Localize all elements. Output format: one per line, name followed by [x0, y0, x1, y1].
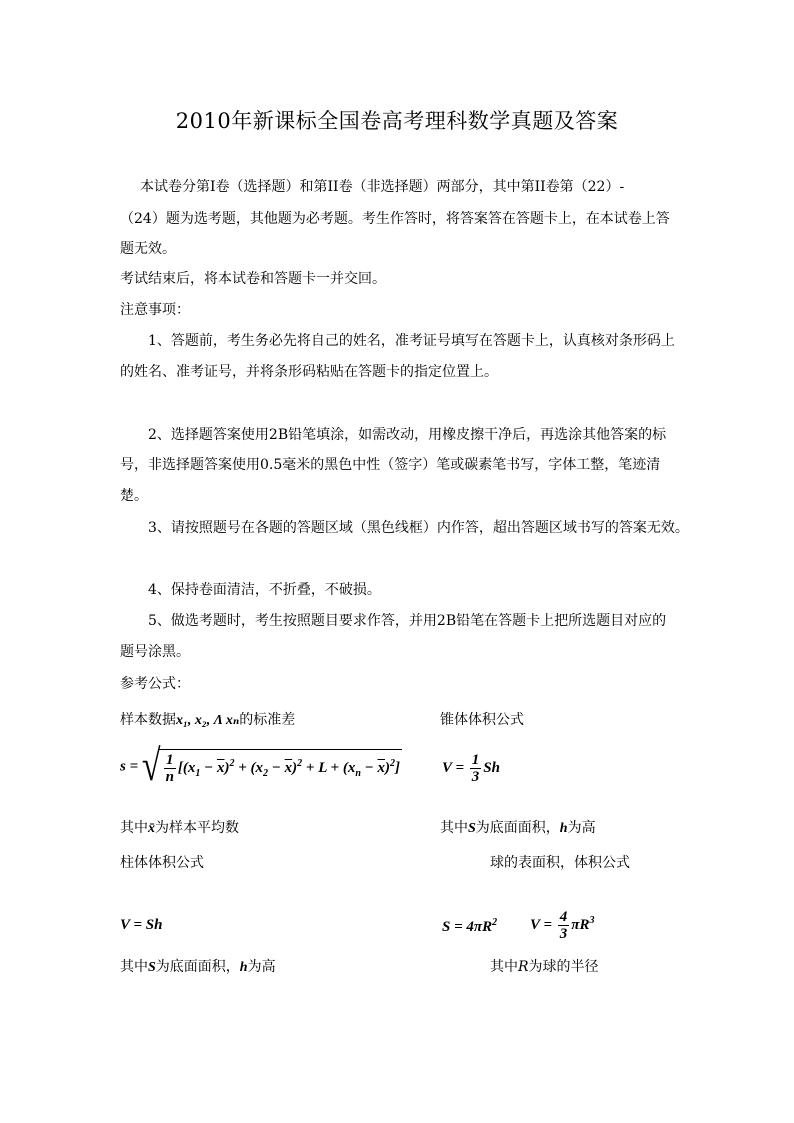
- sphere-formula-label: 球的表面积，体积公式: [490, 855, 630, 871]
- notice-2-line-2: 号，非选择题答案使用0.5毫米的黑色中性（签字）笔或碳素笔书写，字体工整，笔迹清: [120, 457, 661, 473]
- notice-heading: 注意事项：: [120, 302, 190, 318]
- notice-2-line-3: 楚。: [120, 488, 148, 504]
- notice-1-line-1: 1、答题前，考生务必先将自己的姓名，准考证号填写在答题卡上，认真核对条形码上: [148, 333, 675, 349]
- prism-volume-note: 其中S为底面面积，h为高: [120, 959, 276, 975]
- sphere-note: 其中R为球的半径: [490, 959, 599, 975]
- notice-3-line-1: 3、请按照题号在各题的答题区域（黑色线框）内作答，超出答题区域书写的答案无效。: [148, 520, 689, 536]
- notice-1-line-2: 的姓名、准考证号，并将条形码粘贴在答题卡的指定位置上。: [120, 364, 498, 380]
- intro-line-4: 考试结束后，将本试卷和答题卡一并交回。: [120, 271, 386, 287]
- sphere-volume-formula: V = $\frac{4}{3}$ $\pi R^3$: [530, 909, 595, 942]
- prism-volume-formula: V = Sh: [120, 917, 163, 933]
- cone-volume-formula: V = $\frac{1}{3}$ Sh: [442, 752, 500, 785]
- cone-volume-note: 其中S为底面面积，h为高: [440, 820, 596, 836]
- std-dev-formula: s = √ $\frac{1}{n}$ $[(x_1 - \overline{x})^2 + (x_2 - \overline{x})^2 + L + (x_n - \overline{x})^2]$: [120, 742, 400, 791]
- cone-volume-label: 锥体体积公式: [440, 712, 524, 728]
- sphere-area-formula: $S = 4\pi R^2$: [442, 917, 498, 935]
- notice-2-line-1: 2、选择题答案使用2B铅笔填涂，如需改动，用橡皮擦干净后，再选涂其他答案的标: [148, 427, 667, 443]
- intro-line-1: 本试卷分第I卷（选择题）和第II卷（非选择题）两部分，其中第II卷第（22）-: [140, 179, 625, 195]
- sample-vars: x₁, x₂, Λ xₙ: [176, 713, 240, 728]
- formulas-heading: 参考公式：: [120, 676, 190, 692]
- intro-line-2: （24）题为选考题，其他题为必考题。考生作答时，将答案答在答题卡上，在本试卷上答: [120, 211, 670, 227]
- prism-volume-label: 柱体体积公式: [120, 855, 204, 871]
- notice-5-line-2: 题号涂黑。: [120, 644, 190, 660]
- std-dev-label: 样本数据x₁, x₂, Λ xₙ的标准差: [120, 712, 296, 728]
- notice-4-line-1: 4、保持卷面清洁，不折叠，不破损。: [148, 582, 381, 598]
- std-dev-note: 其中x̄为样本平均数: [120, 820, 239, 836]
- notice-5-line-1: 5、做选考题时，考生按照题目要求作答，并用2B铅笔在答题卡上把所选题目对应的: [148, 613, 667, 629]
- page-title: 2010年新课标全国卷高考理科数学真题及答案: [175, 109, 619, 133]
- intro-line-3: 题无效。: [120, 241, 176, 257]
